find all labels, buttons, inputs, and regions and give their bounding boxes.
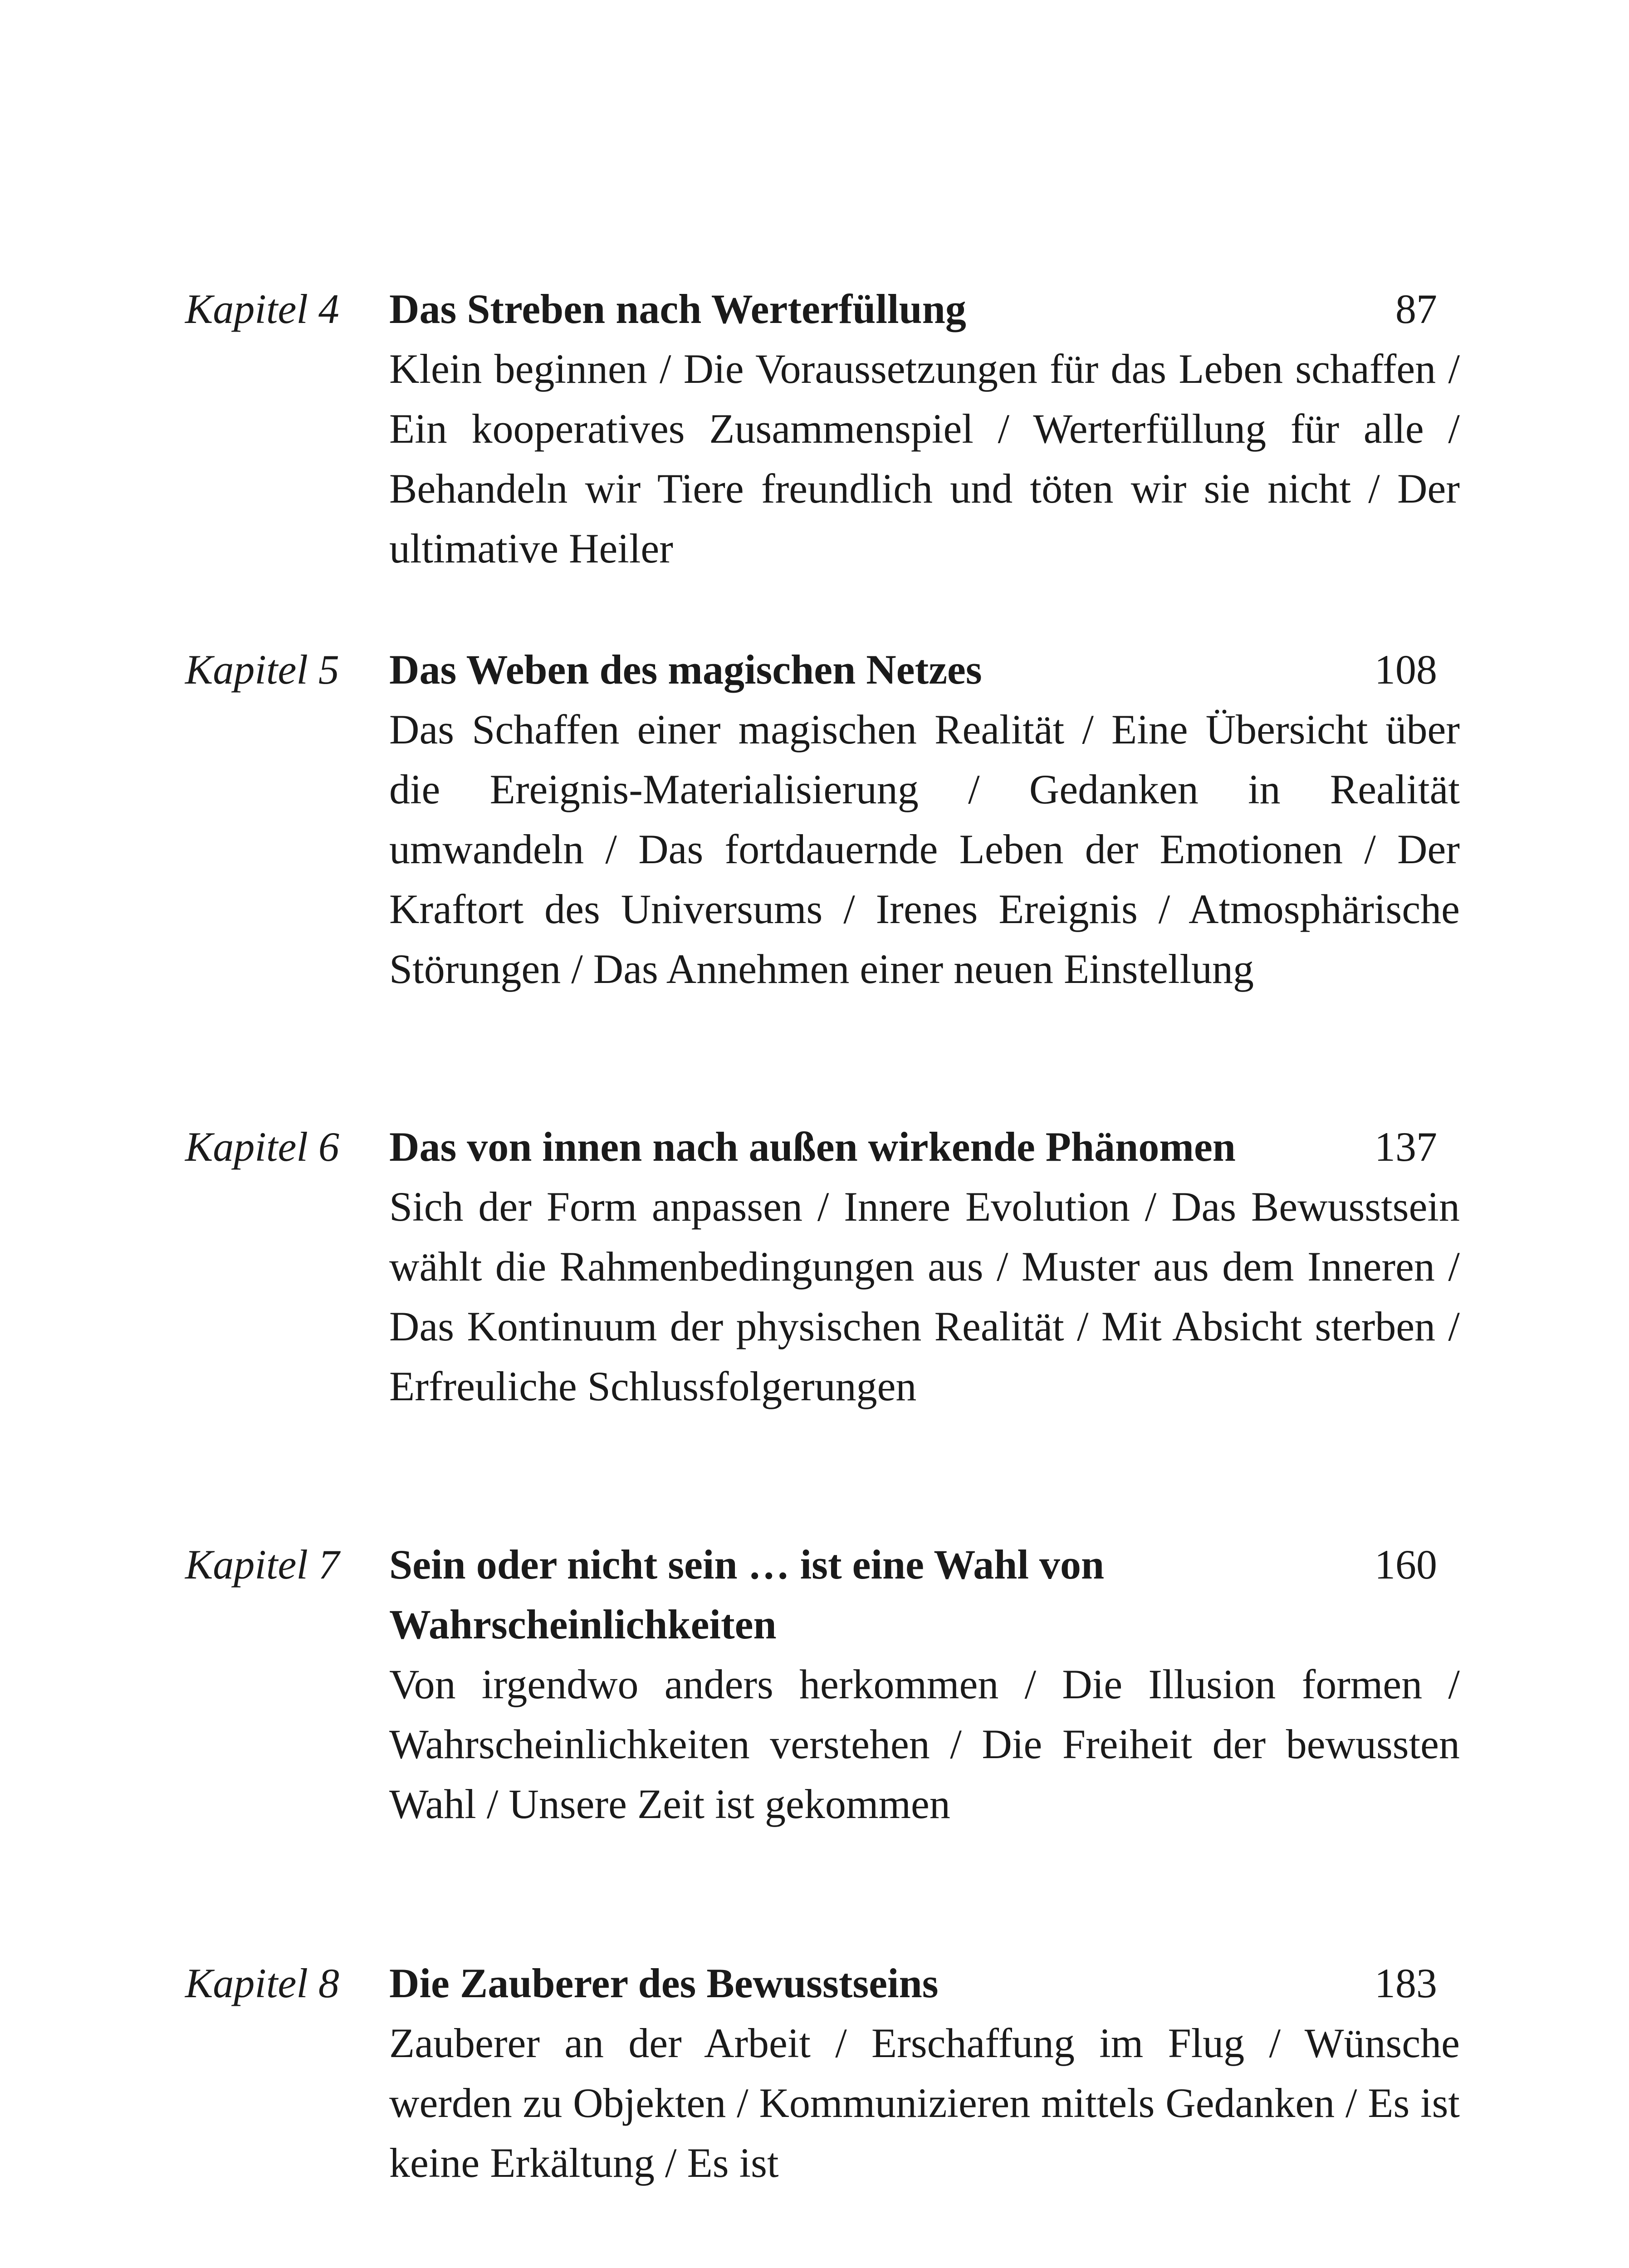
chapter-sections: Von irgendwo anders herkommen / Die Illusion formen / Wahrscheinlichkeiten verstehen / Die Freiheit der bewussten Wahl / Unsere Zeit ist gekommen: [389, 1661, 1460, 1827]
chapter-label: Kapitel 6: [185, 1124, 339, 1170]
chapter-page-number: 87: [1395, 286, 1437, 332]
chapter-label: Kapitel 7: [185, 1541, 339, 1588]
chapter-body: [389, 1535, 1460, 1834]
chapter-title: Sein oder nicht sein … ist eine Wahl von Wahrscheinlichkeiten: [389, 1541, 1105, 1647]
chapter-sections: Sich der Form anpassen / Innere Evolution / Das Bewusstsein wählt die Rahmenbedingungen aus / Muster aus dem Inneren / Das Kontinuum der physischen Realität / Mit Absicht sterben / Erfreuliche Schlussfolgerungen: [389, 1183, 1460, 1409]
chapter-body: [389, 1953, 1460, 2193]
chapter-title: Die Zauberer des Bewusstseins: [389, 1960, 939, 2006]
chapter-sections: Klein beginnen / Die Voraussetzungen für das Leben schaffen / Ein kooperatives Zusammenspiel / Werterfüllung für alle / Behandeln wir Tiere freundlich und töten wir sie nicht / Der ultimative Heiler: [389, 346, 1460, 572]
chapter-page-number: 160: [1375, 1541, 1437, 1588]
chapter-page-number: 108: [1375, 646, 1437, 693]
chapter-body: [389, 1117, 1460, 1416]
chapter-page-number: 137: [1375, 1124, 1437, 1170]
chapter-title: Das Weben des magischen Netzes: [389, 646, 982, 693]
chapter-sections: Zauberer an der Arbeit / Erschaffung im Flug / Wünsche werden zu Objekten / Kommunizieren mittels Gedanken / Es ist keine Erkältung / Es ist: [389, 2020, 1460, 2186]
chapter-label: Kapitel 5: [185, 646, 339, 693]
chapter-sections: Das Schaffen einer magischen Realität / Eine Übersicht über die Ereignis-Materialisierung / Gedanken in Realität umwandeln / Das fortdauernde Leben der Emotionen / Der Kraftort des Universums / Irenes Ereignis / Atmosphärische Störungen / Das Annehmen einer neuen Einstellung: [389, 706, 1460, 992]
chapter-title: Das Streben nach Werterfüllung: [389, 286, 966, 332]
chapter-body: [389, 640, 1460, 999]
chapter-label: Kapitel 8: [185, 1960, 339, 2006]
chapter-label: Kapitel 4: [185, 286, 339, 332]
chapter-title: Das von innen nach außen wirkende Phänomen: [389, 1124, 1236, 1170]
chapter-body: [389, 279, 1460, 578]
chapter-page-number: 183: [1375, 1960, 1437, 2006]
